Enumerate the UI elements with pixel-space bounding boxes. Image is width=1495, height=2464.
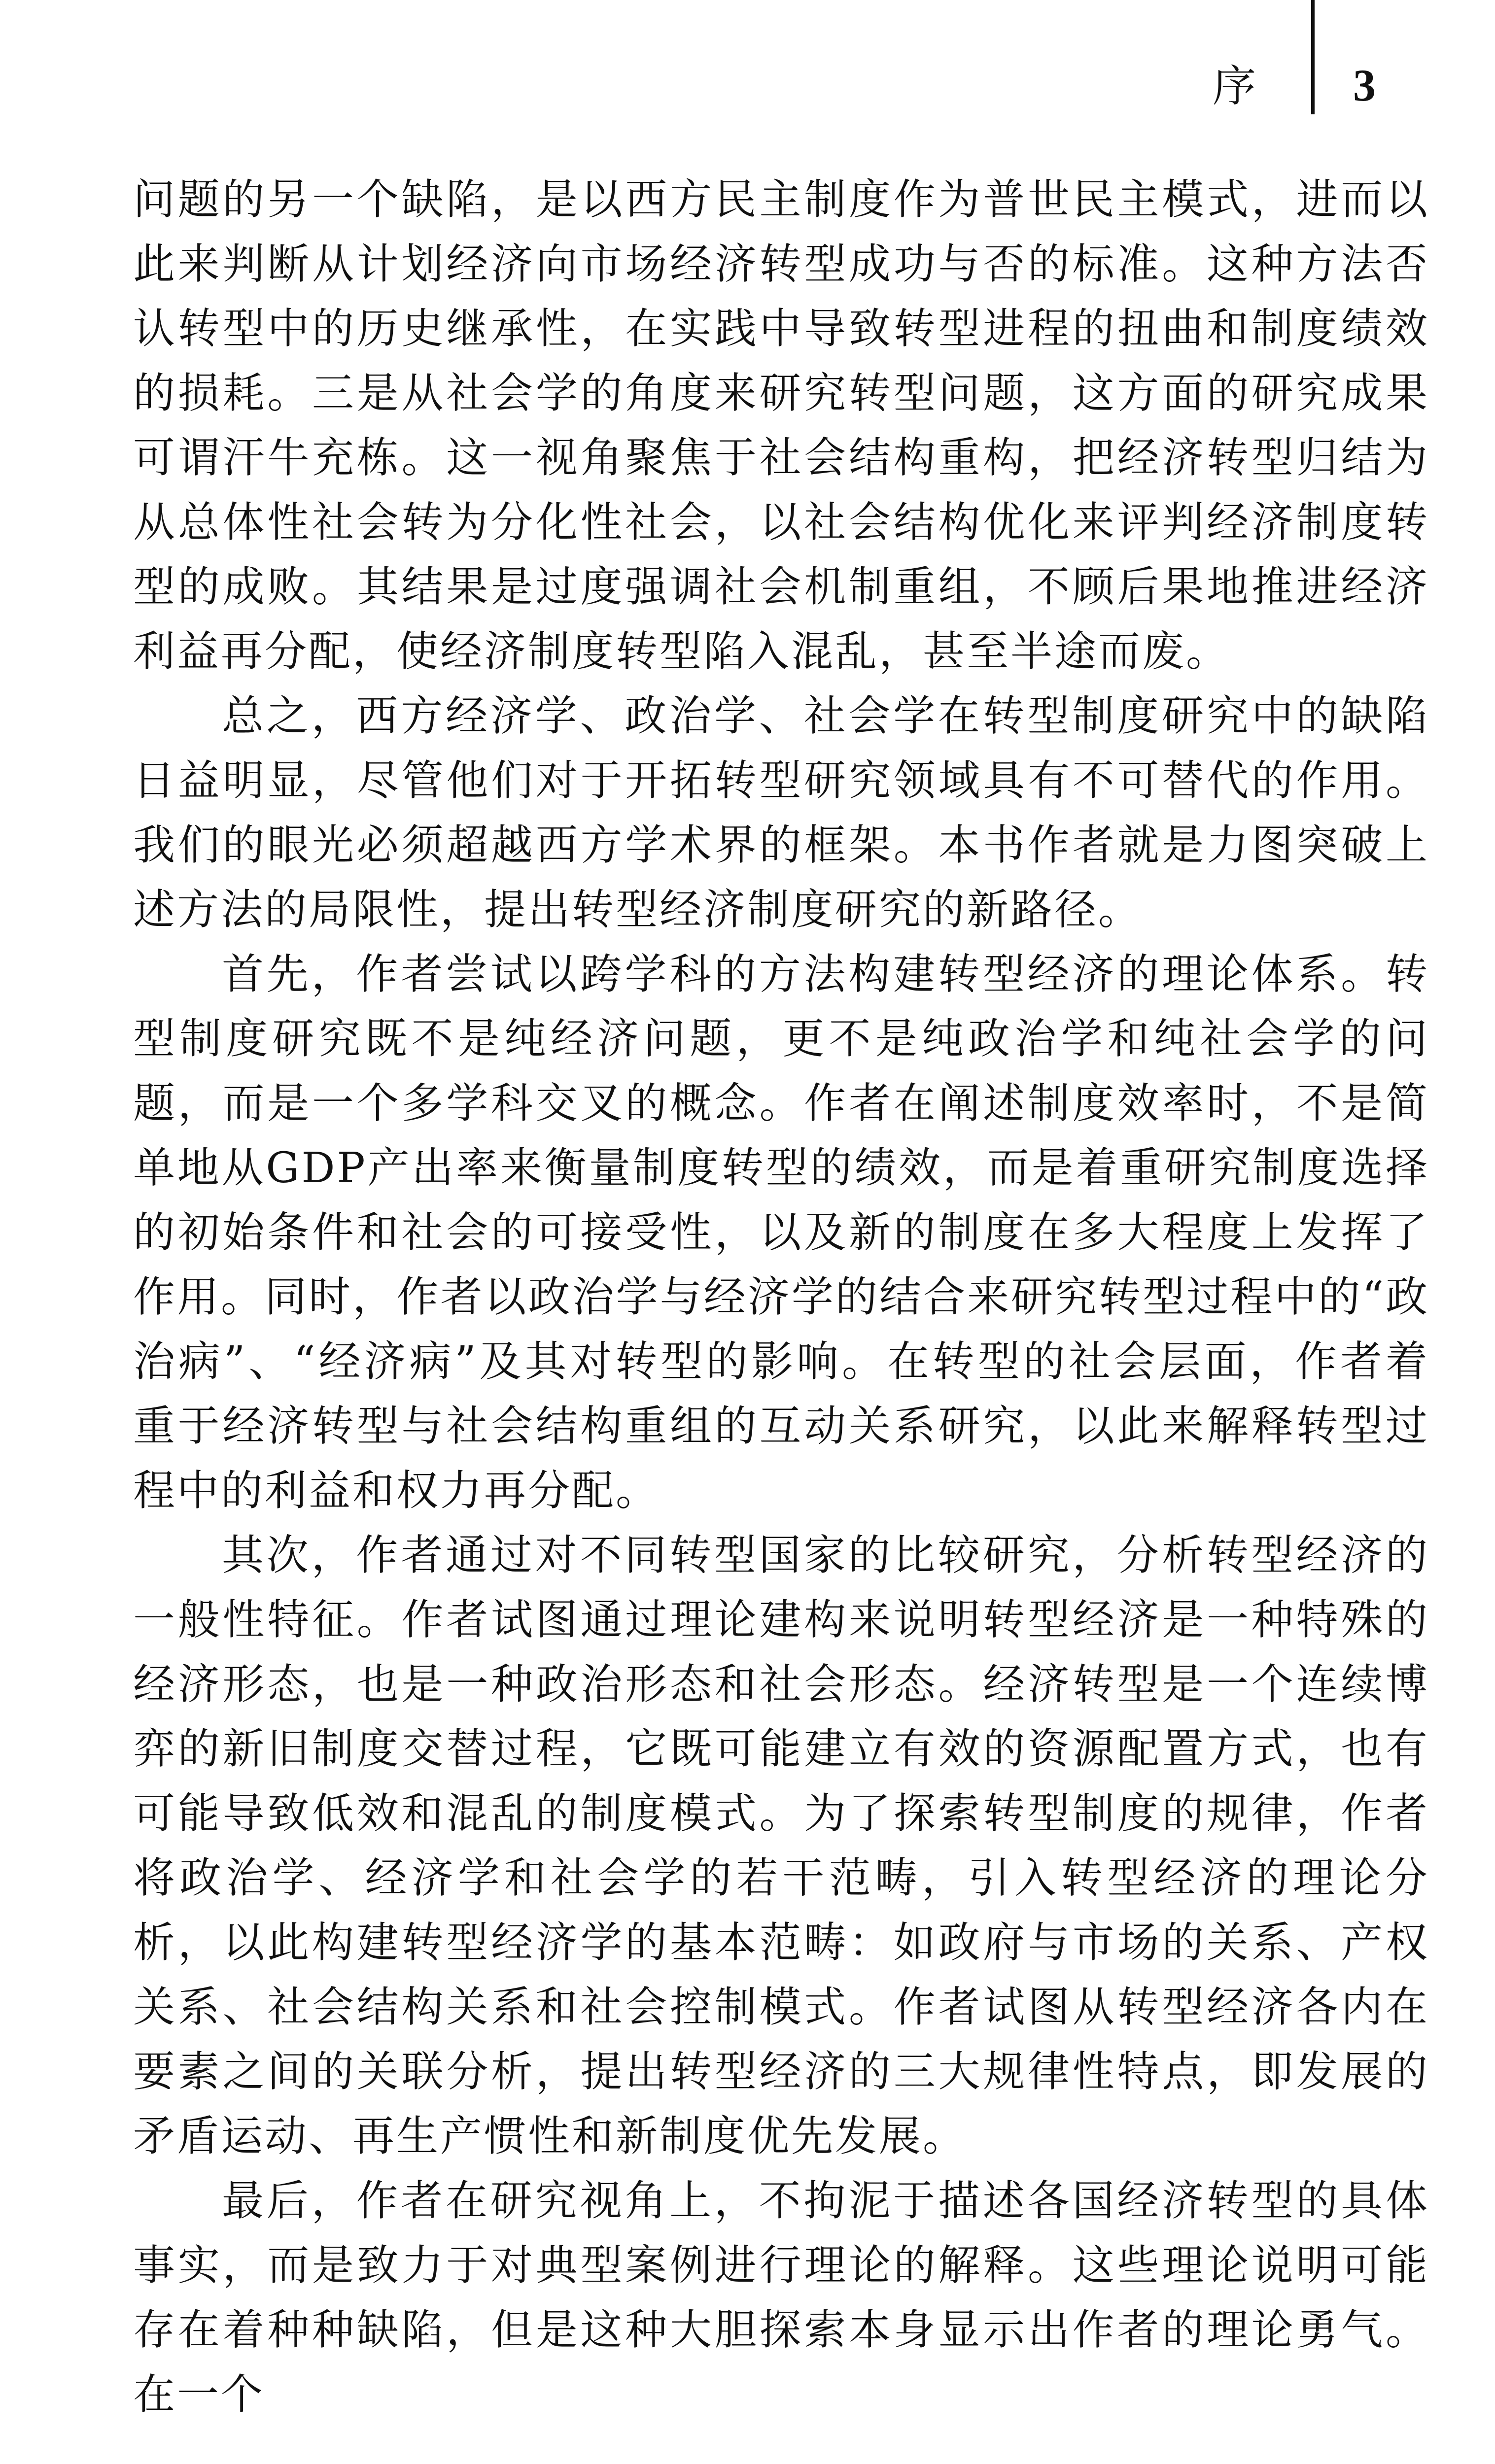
running-header (0, 0, 1495, 118)
paragraph: 其次，作者通过对不同转型国家的比较研究，分析转型经济的一般性特征。作者试图通过理论建构来说明转型经济是一种特殊的经济形态，也是一种政治形态和社会形态。经济转型是一个连续博弈的新旧制度交替过程，它既可能建立有效的资源配置方式，也有可能导致低效和混乱的制度模式。为了探索转型制度的规律，作者将政治学、经济学和社会学的若干范畴，引入转型经济的理论分析，以此构建转型经济学的基本范畴：如政府与市场的关系、产权关系、社会结构关系和社会控制模式。作者试图从转型经济各内在要素之间的关联分析，提出转型经济的三大规律性特点，即发展的矛盾运动、再生产惯性和新制度优先发展。 (133, 1531, 1429, 2161)
paragraph: 首先，作者尝试以跨学科的方法构建转型经济的理论体系。转型制度研究既不是纯经济问题，更不是纯政治学和纯社会学的问题，而是一个多学科交叉的概念。作者在阐述制度效率时，不是简单地从GDP产出率来衡量制度转型的绩效，而是着重研究制度选择的初始条件和社会的可接受性，以及新的制度在多大程度上发挥了作用。同时，作者以政治学与经济学的结合来研究转型过程中的“政治病”、“经济病”及其对转型的影响。在转型的社会层面，作者着重于经济转型与社会结构重组的互动关系研究，以此来解释转型过程中的利益和权力再分配。 (133, 950, 1429, 1515)
page-number: 3 (1353, 60, 1376, 110)
paragraph: 总之，西方经济学、政治学、社会学在转型制度研究中的缺陷日益明显，尽管他们对于开拓转型研究领域具有不可替代的作用。我们的眼光必须超越西方学术界的框架。本书作者就是力图突破上述方法的局限性，提出转型经济制度研究的新路径。 (133, 692, 1429, 934)
paragraph: 最后，作者在研究视角上，不拘泥于描述各国经济转型的具体事实，而是致力于对典型案例进行理论的解释。这些理论说明可能存在着种种缺陷，但是这种大胆探索本身显示出作者的理论勇气。在一个 (133, 2177, 1429, 2419)
header-divider (1311, 0, 1315, 114)
body-text (133, 168, 1429, 2427)
section-title: 序 (1213, 61, 1256, 111)
paragraph-continued: 问题的另一个缺陷，是以西方民主制度作为普世民主模式，进而以此来判断从计划经济向市场经济转型成功与否的标准。这种方法否认转型中的历史继承性，在实践中导致转型进程的扭曲和制度绩效的损耗。三是从社会学的角度来研究转型问题，这方面的研究成果可谓汗牛充栋。这一视角聚焦于社会结构重构，把经济转型归结为从总体性社会转为分化性社会，以社会结构优化来评判经济制度转型的成败。其结果是过度强调社会机制重组，不顾后果地推进经济利益再分配，使经济制度转型陷入混乱，甚至半途而废。 (133, 175, 1429, 676)
